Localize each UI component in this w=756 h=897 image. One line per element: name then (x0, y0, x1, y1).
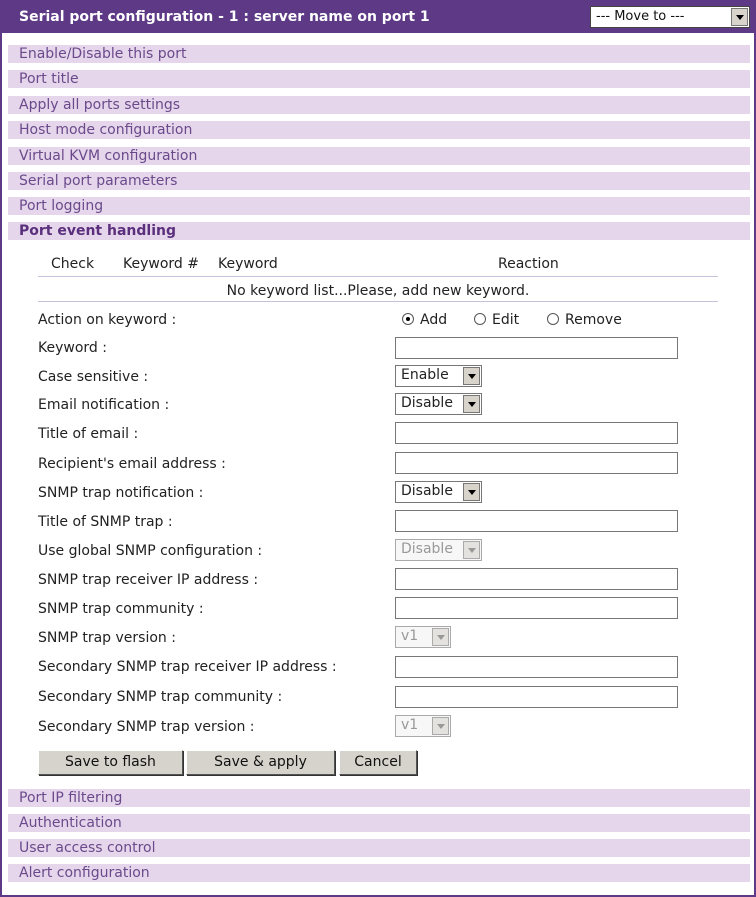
global-snmp-select[interactable]: Disable (395, 539, 482, 561)
chevron-down-icon[interactable] (463, 541, 480, 559)
email-notification-select[interactable]: Disable (395, 393, 482, 415)
section-authentication[interactable]: Authentication (8, 814, 750, 832)
snmp-trap-title-input[interactable] (395, 510, 678, 532)
snmp-receiver-ip-label: SNMP trap receiver IP address : (38, 572, 259, 588)
keyword-label: Keyword : (38, 340, 107, 356)
section-host-mode[interactable]: Host mode configuration (8, 121, 750, 139)
section-apply-all-ports[interactable]: Apply all ports settings (8, 96, 750, 114)
chevron-down-icon[interactable] (731, 8, 748, 26)
action-label: Action on keyword : (38, 312, 177, 328)
secondary-snmp-version-label: Secondary SNMP trap version : (38, 719, 255, 735)
col-check: Check (51, 256, 95, 272)
section-port-title[interactable]: Port title (8, 70, 750, 88)
chevron-down-icon[interactable] (463, 367, 480, 385)
snmp-community-input[interactable] (395, 597, 678, 619)
snmp-version-label: SNMP trap version : (38, 630, 176, 646)
move-to-value: --- Move to --- (596, 9, 685, 24)
save-apply-button[interactable]: Save & apply (186, 750, 335, 775)
radio-edit[interactable]: Edit (474, 312, 519, 328)
table-divider (38, 276, 718, 277)
chevron-down-icon[interactable] (432, 717, 449, 735)
radio-remove[interactable]: Remove (547, 312, 622, 328)
col-reaction: Reaction (498, 256, 559, 272)
chevron-down-icon[interactable] (463, 483, 480, 501)
email-title-input[interactable] (395, 422, 678, 444)
chevron-down-icon[interactable] (432, 628, 449, 646)
section-serial-params[interactable]: Serial port parameters (8, 172, 750, 190)
radio-checked-icon[interactable] (402, 313, 414, 325)
section-port-event-handling[interactable]: Port event handling (8, 222, 750, 240)
section-alert-configuration[interactable]: Alert configuration (8, 864, 750, 882)
section-user-access-control[interactable]: User access control (8, 839, 750, 857)
page-title: Serial port configuration - 1 : server name on port 1 (19, 9, 430, 25)
global-snmp-label: Use global SNMP configuration : (38, 543, 263, 559)
panel-header (2, 2, 754, 33)
radio-unchecked-icon[interactable] (547, 313, 559, 325)
col-keyword: Keyword (218, 256, 278, 272)
radio-unchecked-icon[interactable] (474, 313, 486, 325)
save-to-flash-button[interactable]: Save to flash (38, 750, 183, 775)
section-enable-disable[interactable]: Enable/Disable this port (8, 45, 750, 63)
email-title-label: Title of email : (38, 426, 139, 442)
keyword-input[interactable] (395, 337, 678, 359)
section-virtual-kvm[interactable]: Virtual KVM configuration (8, 147, 750, 165)
recipient-email-input[interactable] (395, 452, 678, 474)
col-keyword-number: Keyword # (123, 256, 199, 272)
chevron-down-icon[interactable] (463, 395, 480, 413)
section-port-ip-filtering[interactable]: Port IP filtering (8, 789, 750, 807)
case-sensitive-select[interactable]: Enable (395, 365, 482, 387)
secondary-snmp-version-select[interactable]: v1 (395, 715, 451, 737)
snmp-version-select[interactable]: v1 (395, 626, 451, 648)
empty-keyword-message: No keyword list...Please, add new keyword. (226, 283, 530, 299)
snmp-receiver-ip-input[interactable] (395, 568, 678, 590)
snmp-trap-notification-select[interactable]: Disable (395, 481, 482, 503)
secondary-snmp-ip-input[interactable] (395, 656, 678, 678)
cancel-button[interactable]: Cancel (339, 750, 417, 775)
email-notification-label: Email notification : (38, 397, 170, 413)
move-to-select[interactable] (590, 6, 750, 28)
snmp-trap-notification-label: SNMP trap notification : (38, 485, 204, 501)
case-sensitive-label: Case sensitive : (38, 369, 149, 385)
snmp-community-label: SNMP trap community : (38, 601, 204, 617)
recipient-email-label: Recipient's email address : (38, 456, 226, 472)
secondary-snmp-ip-label: Secondary SNMP trap receiver IP address : (38, 659, 337, 675)
snmp-trap-title-label: Title of SNMP trap : (38, 514, 173, 530)
section-port-logging[interactable]: Port logging (8, 197, 750, 215)
table-divider (38, 301, 718, 302)
secondary-snmp-community-input[interactable] (395, 686, 678, 708)
secondary-snmp-community-label: Secondary SNMP trap community : (38, 689, 283, 705)
radio-add[interactable]: Add (402, 312, 447, 328)
